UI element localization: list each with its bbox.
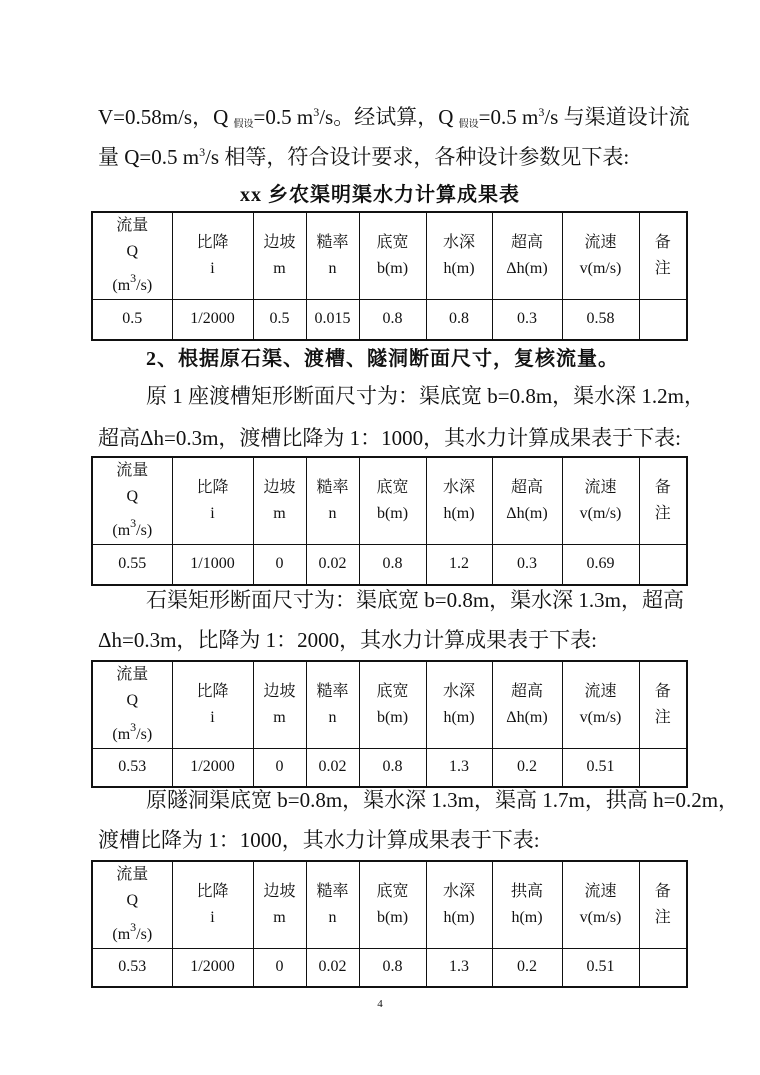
table-row: 0.55 1/1000 0 0.02 0.8 1.2 0.3 0.69	[92, 545, 687, 585]
header-freeboard: 超高 Δh(m)	[492, 661, 562, 749]
header-note: 备 注	[639, 457, 687, 545]
stone-line-2: Δh=0.3m，比降为 1：2000，其水力计算成果表于下表:	[98, 628, 598, 652]
header-width: 底宽 b(m)	[359, 212, 426, 300]
header-depth: 水深 h(m)	[426, 861, 492, 949]
section-2-heading: 2、根据原石渠、渡槽、隧洞断面尺寸，复核流量。	[146, 348, 619, 370]
header-side: 边坡 m	[253, 861, 306, 949]
table-row: 0.53 1/2000 0 0.02 0.8 1.3 0.2 0.51	[92, 749, 687, 787]
header-flow: 流量 Q $(m^3/s)$	[92, 212, 172, 300]
calc-table-3	[91, 660, 688, 788]
header-flow: 流量 Q $(m^3/s)$	[92, 861, 172, 949]
header-row	[92, 861, 687, 949]
intro-line-2: 量 Q=0.5 $m^3/s$ 相等，符合设计要求，各种设计参数见下表:	[98, 145, 630, 169]
header-note: 备 注	[639, 661, 687, 749]
aqueduct-line-2: 超高Δh=0.3m，渡槽比降为 1：1000，其水力计算成果表于下表:	[98, 426, 682, 450]
header-row	[92, 661, 687, 749]
header-rough: 糙率 n	[306, 212, 359, 300]
header-width: 底宽 b(m)	[359, 861, 426, 949]
tunnel-line-1: 原隧洞渠底宽 b=0.8m，渠水深 1.3m，渠高 1.7m，拱高 h=0.2m，	[146, 788, 740, 812]
header-width: 底宽 b(m)	[359, 661, 426, 749]
header-flow: 流量 Q $(m^3/s)$	[92, 661, 172, 749]
header-rough: 糙率 n	[306, 861, 359, 949]
header-slope: 比降 i	[172, 661, 253, 749]
header-freeboard: 超高 Δh(m)	[492, 457, 562, 545]
calc-table-4	[91, 860, 688, 988]
header-depth: 水深 h(m)	[426, 457, 492, 545]
header-rough: 糙率 n	[306, 457, 359, 545]
header-slope: 比降 i	[172, 861, 253, 949]
header-width: 底宽 b(m)	[359, 457, 426, 545]
header-velocity: 流速 v(m/s)	[562, 861, 639, 949]
stone-line-1: 石渠矩形断面尺寸为：渠底宽 b=0.8m，渠水深 1.3m，超高	[146, 588, 685, 612]
header-freeboard: 超高 Δh(m)	[492, 212, 562, 300]
header-note: 备 注	[639, 861, 687, 949]
header-side: 边坡 m	[253, 457, 306, 545]
aqueduct-line-1: 原 1 座渡槽矩形断面尺寸为：渠底宽 b=0.8m，渠水深 1.2m，	[146, 384, 706, 408]
calc-table-1	[91, 211, 688, 341]
header-row	[92, 212, 687, 300]
header-row	[92, 457, 687, 545]
header-side: 边坡 m	[253, 661, 306, 749]
tunnel-line-2: 渡槽比降为 1：1000，其水力计算成果表于下表:	[98, 828, 540, 852]
calc-table-2	[91, 456, 688, 586]
page-number: 4	[377, 998, 383, 1010]
header-side: 边坡 m	[253, 212, 306, 300]
table-row: 0.5 1/2000 0.5 0.015 0.8 0.8 0.3 0.58	[92, 300, 687, 340]
header-velocity: 流速 v(m/s)	[562, 661, 639, 749]
table-row: 0.53 1/2000 0 0.02 0.8 1.3 0.2 0.51	[92, 949, 687, 987]
header-velocity: 流速 v(m/s)	[562, 212, 639, 300]
header-arch: 拱高 h(m)	[492, 861, 562, 949]
intro-line-1: V=0.58m/s，Q $_{假设}$=0.5 $m^3/s$。经试算，Q $_{假设}$=0.5 $m^3/s$ 与渠道设计流	[98, 105, 690, 130]
header-note: 备 注	[639, 212, 687, 300]
header-depth: 水深 h(m)	[426, 212, 492, 300]
header-slope: 比降 i	[172, 457, 253, 545]
header-flow: 流量 Q $(m^3/s)$	[92, 457, 172, 545]
header-slope: 比降 i	[172, 212, 253, 300]
header-velocity: 流速 v(m/s)	[562, 457, 639, 545]
header-rough: 糙率 n	[306, 661, 359, 749]
header-depth: 水深 h(m)	[426, 661, 492, 749]
table1-title: xx 乡农渠明渠水力计算成果表	[240, 184, 520, 206]
